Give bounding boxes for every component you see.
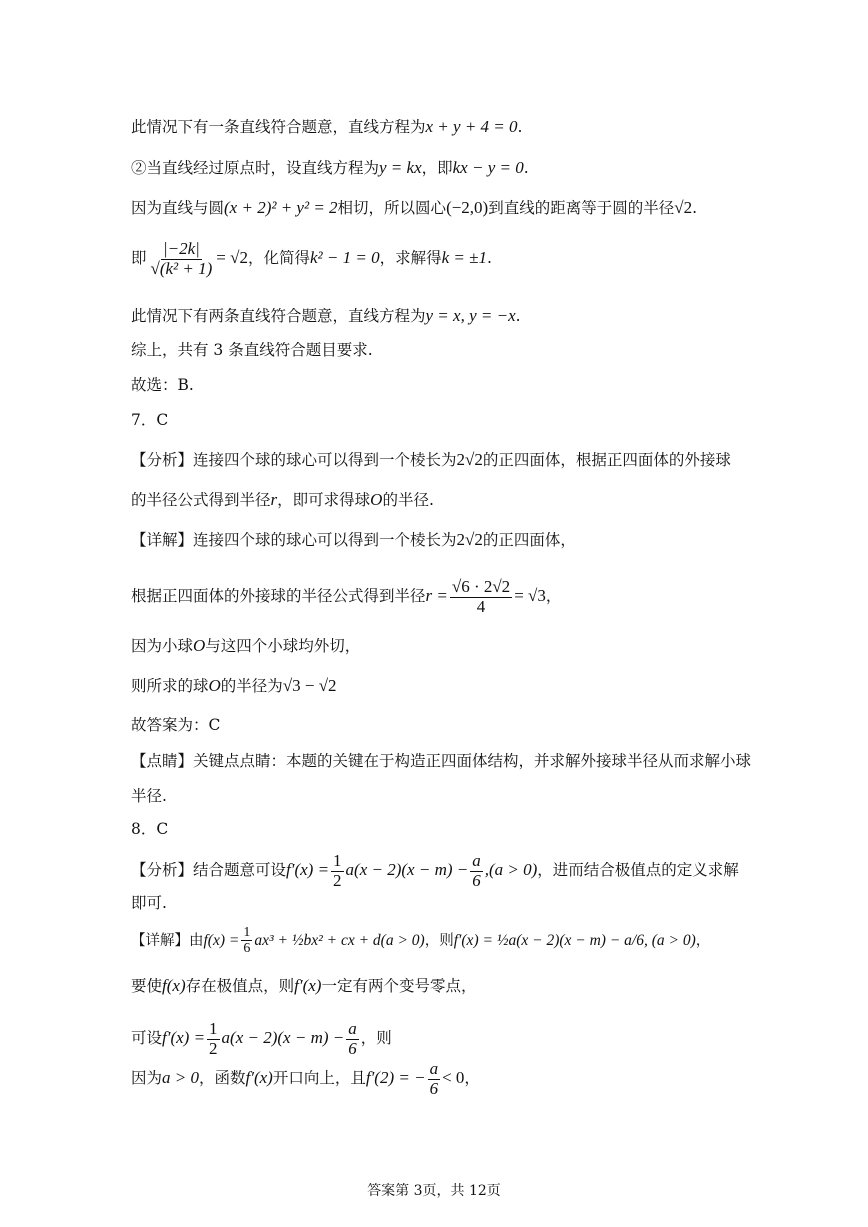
text-line-1: 此情况下有一条直线符合题意，直线方程为x + y + 4 = 0. [131,117,523,136]
text-line-4: 即 $\frac{|-2k|}{\text{√(k² + 1)}}$ = √2，化简得k² − 1 = 0，求解得k = ±1. [131,239,492,278]
text-line-9: 【分析】连接四个球的球心可以得到一个棱长为2√2的正四面体，根据正四面体的外接球 [131,450,731,469]
text-line-24: 因为a > 0，函数f′(x)开口向上，且f′(2) = − $\frac{a}{6}$ < 0， [131,1059,480,1098]
fraction: $\frac{|-2k|}{\text{√(k² + 1)}}$ [150,239,213,278]
text-line-15: 故答案为：C [131,716,221,734]
text-line-10: 的半径公式得到半径r，即可求得球O的半径. [131,490,434,509]
fraction: $\frac{a}{6}$ [472,851,481,890]
page-footer: 答案第 3页，共 12页 [367,1183,501,1199]
question-number-7: 7．C [131,411,169,429]
text-line-7: 故选：B. [131,376,194,394]
text-line-12: 根据正四面体的外接球的半径公式得到半径r = $\frac{√6 \cdot 2√2}{4}$ = √3， [131,577,562,616]
fraction: $\frac{√6 \cdot 2√2}{4}$ [451,577,511,616]
text-line-19: 【分析】结合题意可设f′(x) = $\frac{1}{2}$ a(x − 2)(x − m) − $\frac{a}{6}$ ,(a > 0)，进而结合极值点的定义求解 [131,851,739,890]
fraction: $\frac{a}{6}$ [429,1059,439,1098]
text-line-21: 【详解】由f(x) = $\frac{1}{6}$ ax³ + ½bx² + cx + d(a > 0)，则f′(x) = ½a(x − 2)(x − m) − a/6, (a > 0)， [131,925,711,957]
fraction: $\frac{a}{6}$ [348,1019,357,1058]
text-line-17: 半径. [131,787,167,805]
fraction: $\frac{1}{6}$ [243,925,251,957]
text-line-23: 可设f′(x) = $\frac{1}{2}$ a(x − 2)(x − m) − $\frac{a}{6}$ ，则 [131,1019,392,1058]
text-line-13: 因为小球O与这四个小球均外切， [131,636,361,655]
question-number-8: 8．C [131,820,169,838]
text-line-14: 则所求的球O的半径为√3 − √2 [131,676,337,695]
text-line-16: 【点睛】关键点点睛：本题的关键在于构造正四面体结构，并求解外接球半径从而求解小球 [131,752,752,770]
text-line-3: 因为直线与圆(x + 2)² + y² = 2相切，所以圆心(−2,0)到直线的距离等于圆的半径√2. [131,198,698,217]
text-line-20: 即可. [131,894,167,912]
text-line-2: ②当直线经过原点时，设直线方程为y = kx，即kx − y = 0. [131,158,529,177]
text-line-11: 【详解】连接四个球的球心可以得到一个棱长为2√2的正四面体， [131,530,576,549]
text-line-6: 综上，共有 3 条直线符合题目要求. [131,341,373,359]
text-line-22: 要使f(x)存在极值点，则f′(x)一定有两个变号零点， [131,976,477,995]
fraction: $\frac{1}{2}$ [209,1019,218,1058]
fraction: $\frac{1}{2}$ [333,851,342,890]
text-line-5: 此情况下有两条直线符合题意，直线方程为y = x, y = −x. [131,306,521,325]
